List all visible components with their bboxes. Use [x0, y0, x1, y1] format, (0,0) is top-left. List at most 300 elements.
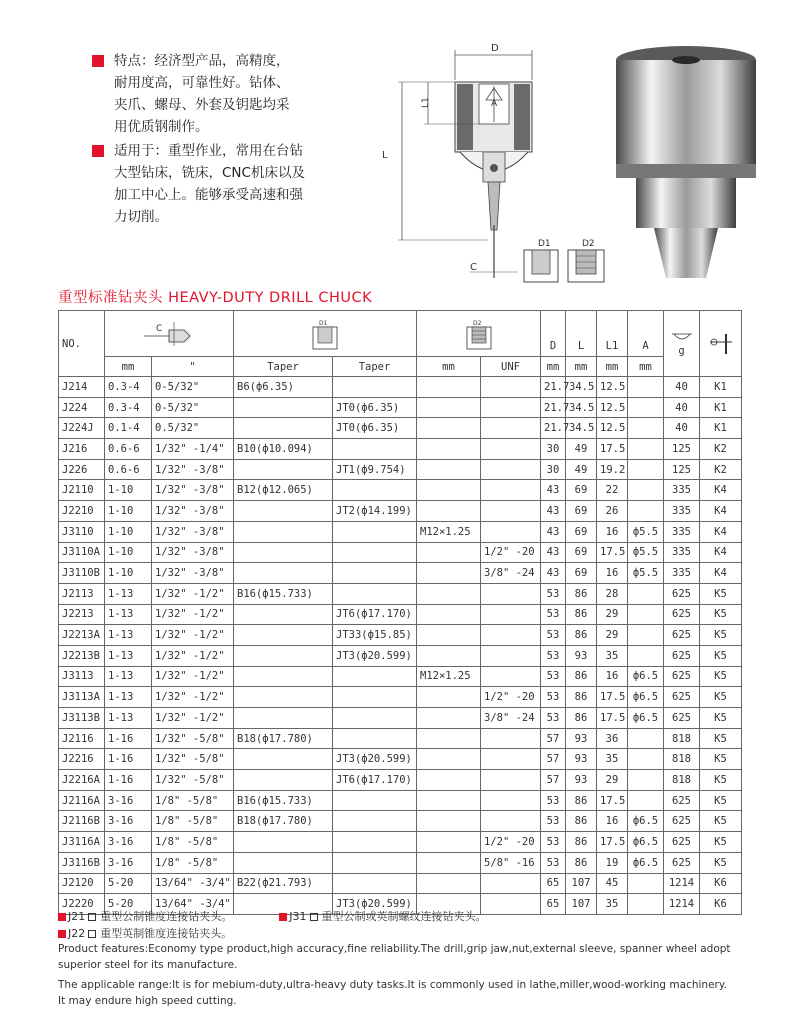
cell-a — [628, 728, 664, 749]
cell-l: 86 — [566, 687, 597, 708]
cell-d2-mm — [417, 708, 481, 729]
cell-a: ф5.5 — [628, 563, 664, 584]
cell-l1: 19.2 — [597, 459, 628, 480]
cell-weight: 335 — [664, 501, 700, 522]
table-row — [59, 728, 742, 749]
cell-key: K2 — [700, 439, 742, 460]
table-row — [59, 770, 742, 791]
cell-d2-mm — [417, 563, 481, 584]
cell-weight: 625 — [664, 666, 700, 687]
cell-d1-taper — [234, 459, 333, 480]
cell-c-mm: 0.6-6 — [105, 439, 152, 460]
header-l: L — [566, 311, 597, 357]
cell-key: K5 — [700, 770, 742, 791]
cell-c-mm: 1-16 — [105, 770, 152, 791]
cell-d1-taper — [234, 501, 333, 522]
cell-d2-unf — [481, 790, 541, 811]
cell-l: 86 — [566, 852, 597, 873]
cell-a — [628, 501, 664, 522]
cell-d1-taper — [234, 397, 333, 418]
cell-c-mm: 1-13 — [105, 687, 152, 708]
feature-line: 用优质钢制作。 — [114, 119, 209, 135]
cell-d1-jt: JT33(ф15.85) — [333, 625, 417, 646]
header-l1: L1 — [597, 311, 628, 357]
cell-d: 53 — [541, 583, 566, 604]
drill-chuck-photo — [606, 42, 766, 280]
cell-a: ф5.5 — [628, 542, 664, 563]
spec-table — [58, 310, 742, 915]
feature-line: 耐用度高，可靠性好。钻体、 — [114, 75, 290, 91]
dim-label-d: D — [491, 43, 499, 54]
table-row — [59, 501, 742, 522]
cell-d: 43 — [541, 501, 566, 522]
cell-l1: 28 — [597, 583, 628, 604]
feature-line: 力切削。 — [114, 209, 168, 225]
cell-d1-taper — [234, 542, 333, 563]
cell-d2-unf — [481, 397, 541, 418]
cell-c-inch: 1/32" -3/8" — [152, 521, 234, 542]
red-square-bullet-icon — [92, 55, 104, 67]
cell-d: 21.7 — [541, 397, 566, 418]
cell-d2-unf — [481, 770, 541, 791]
cell-d: 21.7 — [541, 377, 566, 398]
cell-c-inch: 0-5/32" — [152, 397, 234, 418]
cell-d2-unf — [481, 480, 541, 501]
unit-l1: mm — [597, 357, 628, 377]
cell-l1: 19 — [597, 852, 628, 873]
table-row — [59, 645, 742, 666]
cell-c-mm: 1-13 — [105, 645, 152, 666]
header-key-cell — [700, 311, 742, 377]
feature-line: 加工中心上。能够承受高速和强 — [114, 187, 303, 203]
feature-line: 适用于：重型作业，常用在台钻 — [114, 143, 303, 159]
cell-d: 43 — [541, 542, 566, 563]
cell-weight: 625 — [664, 790, 700, 811]
cell-d1-jt — [333, 832, 417, 853]
table-row — [59, 666, 742, 687]
header-c-icon-cell — [105, 311, 234, 357]
legend-j21: J21 — [68, 910, 86, 923]
cell-l1: 17.5 — [597, 687, 628, 708]
cell-d2-unf — [481, 418, 541, 439]
cell-weight: 335 — [664, 542, 700, 563]
cell-l: 49 — [566, 459, 597, 480]
cell-d1-jt: JT6(ф17.170) — [333, 604, 417, 625]
cell-model: J226 — [59, 459, 105, 480]
cell-key: K1 — [700, 377, 742, 398]
table-row — [59, 852, 742, 873]
header-weight-cell — [664, 311, 700, 377]
cell-a — [628, 377, 664, 398]
cell-c-inch: 1/32" -1/2" — [152, 666, 234, 687]
cell-model: J2216A — [59, 770, 105, 791]
cell-l: 86 — [566, 604, 597, 625]
cell-d2-mm — [417, 604, 481, 625]
cell-d2-unf — [481, 645, 541, 666]
header-d2-unf: UNF — [481, 357, 541, 377]
cell-key: K5 — [700, 852, 742, 873]
dim-label-l: L — [382, 150, 388, 161]
cell-d1-taper — [234, 666, 333, 687]
table-row — [59, 439, 742, 460]
cell-c-mm: 1-16 — [105, 749, 152, 770]
cell-weight: 335 — [664, 480, 700, 501]
cell-c-mm: 3-16 — [105, 852, 152, 873]
cell-d2-unf — [481, 604, 541, 625]
table-row — [59, 790, 742, 811]
cell-c-inch: 1/8" -5/8" — [152, 790, 234, 811]
cell-c-inch: 1/32" -3/8" — [152, 501, 234, 522]
cell-weight: 625 — [664, 832, 700, 853]
cell-d: 43 — [541, 563, 566, 584]
feature-item — [92, 50, 342, 138]
cell-model: J3116B — [59, 852, 105, 873]
cell-d1-jt: JT1(ф9.754) — [333, 459, 417, 480]
cell-d2-unf — [481, 377, 541, 398]
english-line: It may endure high speed cutting. — [58, 995, 237, 1007]
unit-d: mm — [541, 357, 566, 377]
cell-model: J2220 — [59, 894, 105, 915]
legend-line-2 — [58, 925, 232, 941]
cell-key: K5 — [700, 811, 742, 832]
cell-d2-mm — [417, 728, 481, 749]
cell-d2-mm — [417, 687, 481, 708]
cell-l: 34.5 — [566, 397, 597, 418]
white-square-icon — [88, 930, 96, 938]
table-row — [59, 687, 742, 708]
cell-d: 53 — [541, 687, 566, 708]
cell-d: 30 — [541, 459, 566, 480]
cell-model: J3113A — [59, 687, 105, 708]
cell-l: 93 — [566, 770, 597, 791]
cell-model: J2116 — [59, 728, 105, 749]
cell-c-inch: 1/32" -1/2" — [152, 708, 234, 729]
table-row — [59, 521, 742, 542]
white-square-icon — [310, 913, 318, 921]
red-square-icon — [279, 913, 287, 921]
cell-c-inch: 1/32" -1/2" — [152, 604, 234, 625]
cell-d2-mm — [417, 625, 481, 646]
cell-weight: 335 — [664, 563, 700, 584]
cell-key: K5 — [700, 645, 742, 666]
cell-weight: 40 — [664, 397, 700, 418]
cell-d: 65 — [541, 894, 566, 915]
cell-l1: 17.5 — [597, 790, 628, 811]
ico-d1-label: D1 — [319, 319, 328, 327]
spec-table-body — [59, 377, 742, 915]
cell-a: ф6.5 — [628, 666, 664, 687]
cell-d2-mm — [417, 873, 481, 894]
cell-c-mm: 0.3-4 — [105, 377, 152, 398]
cell-key: K1 — [700, 418, 742, 439]
dim-label-a: A — [491, 99, 498, 109]
cell-l1: 17.5 — [597, 542, 628, 563]
feature-line: 特点：经济型产品，高精度， — [114, 53, 290, 69]
cell-l1: 17.5 — [597, 708, 628, 729]
cell-weight: 625 — [664, 811, 700, 832]
cell-l1: 16 — [597, 521, 628, 542]
cell-c-mm: 1-10 — [105, 501, 152, 522]
cell-l1: 16 — [597, 666, 628, 687]
legend-line-1 — [58, 908, 487, 924]
cell-c-inch: 1/32" -1/2" — [152, 625, 234, 646]
cell-l1: 16 — [597, 811, 628, 832]
cell-l1: 45 — [597, 873, 628, 894]
cell-d2-unf: 1/2" -20 — [481, 832, 541, 853]
cell-d: 53 — [541, 811, 566, 832]
cell-d1-jt — [333, 852, 417, 873]
header-g: g — [678, 344, 685, 357]
cell-d2-unf — [481, 521, 541, 542]
cell-d1-taper — [234, 625, 333, 646]
cell-d1-jt: JT6(ф17.170) — [333, 770, 417, 791]
legend-j31: J31 — [289, 910, 307, 923]
cell-d2-unf — [481, 873, 541, 894]
table-row — [59, 480, 742, 501]
cell-a — [628, 439, 664, 460]
table-row — [59, 397, 742, 418]
cell-d1-taper: B22(ф21.793) — [234, 873, 333, 894]
header-no: NO. — [59, 311, 105, 377]
english-line: The applicable range:It is for mebium-duty,ultra-heavy duty tasks.It is commonly used in lathe,miller,wood-working machinery. — [58, 979, 727, 991]
red-square-icon — [58, 930, 66, 938]
cell-c-mm: 1-13 — [105, 604, 152, 625]
cell-key: K5 — [700, 583, 742, 604]
cell-l: 69 — [566, 521, 597, 542]
table-row — [59, 832, 742, 853]
cell-c-mm: 3-16 — [105, 811, 152, 832]
cell-d1-taper: B12(ф12.065) — [234, 480, 333, 501]
cell-c-inch: 1/32" -3/8" — [152, 459, 234, 480]
dim-label-d2: D2 — [582, 239, 595, 249]
header-d2-mm: mm — [417, 357, 481, 377]
cell-weight: 625 — [664, 583, 700, 604]
cell-c-inch: 13/64" -3/4" — [152, 873, 234, 894]
cell-d1-taper: B18(ф17.780) — [234, 811, 333, 832]
cell-a: ф6.5 — [628, 832, 664, 853]
feature-list — [92, 50, 342, 228]
cell-c-mm: 3-16 — [105, 790, 152, 811]
cell-d: 53 — [541, 604, 566, 625]
cell-l: 107 — [566, 873, 597, 894]
cell-l: 86 — [566, 832, 597, 853]
section-title: 重型标准钻夹头 HEAVY-DUTY DRILL CHUCK — [58, 290, 373, 306]
cell-d1-jt — [333, 563, 417, 584]
cell-d2-mm — [417, 790, 481, 811]
english-line: Product features:Economy type product,high accuracy,fine reliability.The drill,grip jaw,nut,external sleeve, spanner wheel adopt — [58, 943, 731, 955]
header-d1-icon-cell — [234, 311, 417, 357]
table-row — [59, 418, 742, 439]
cell-d2-unf — [481, 728, 541, 749]
cell-a — [628, 625, 664, 646]
cell-weight: 625 — [664, 604, 700, 625]
cell-d: 53 — [541, 832, 566, 853]
cell-model: J3110B — [59, 563, 105, 584]
cell-d2-unf — [481, 666, 541, 687]
cell-d1-jt: JT2(ф14.199) — [333, 501, 417, 522]
cell-c-mm: 5-20 — [105, 894, 152, 915]
cell-l: 93 — [566, 749, 597, 770]
red-square-bullet-icon — [92, 145, 104, 157]
cell-d2-unf — [481, 894, 541, 915]
cell-key: K4 — [700, 563, 742, 584]
legend-j21-text: 重型公制锥度连接钻夹头。 — [100, 910, 233, 923]
cell-key: K5 — [700, 728, 742, 749]
cell-d2-mm — [417, 377, 481, 398]
cell-d: 53 — [541, 645, 566, 666]
cell-model: J2213A — [59, 625, 105, 646]
header-c-mm: mm — [105, 357, 152, 377]
cell-key: K5 — [700, 666, 742, 687]
cell-l1: 29 — [597, 770, 628, 791]
table-row — [59, 563, 742, 584]
cell-c-inch: 1/32" -3/8" — [152, 563, 234, 584]
cell-model: J2116B — [59, 811, 105, 832]
header-d1-taper: Taper — [234, 357, 333, 377]
cell-c-inch: 1/32" -5/8" — [152, 770, 234, 791]
cell-d1-taper: B6(ф6.35) — [234, 377, 333, 398]
cell-c-mm: 0.3-4 — [105, 397, 152, 418]
cell-d1-jt — [333, 542, 417, 563]
cell-d: 53 — [541, 625, 566, 646]
table-header-row — [59, 311, 742, 357]
cell-d1-taper — [234, 418, 333, 439]
cell-d2-mm — [417, 645, 481, 666]
cell-d1-jt — [333, 811, 417, 832]
cell-l: 86 — [566, 708, 597, 729]
cell-l1: 35 — [597, 645, 628, 666]
cell-a: ф6.5 — [628, 852, 664, 873]
cell-d1-jt — [333, 873, 417, 894]
cell-d2-unf — [481, 583, 541, 604]
cell-d1-taper — [234, 770, 333, 791]
cell-c-inch: 1/32" -3/8" — [152, 480, 234, 501]
cell-c-mm: 1-10 — [105, 542, 152, 563]
cell-key: K5 — [700, 687, 742, 708]
cell-a — [628, 418, 664, 439]
header-area — [0, 0, 800, 280]
cell-c-mm: 1-13 — [105, 666, 152, 687]
cell-d: 53 — [541, 790, 566, 811]
cell-d1-taper — [234, 832, 333, 853]
legend-j22: J22 — [68, 927, 86, 940]
table-row — [59, 625, 742, 646]
cell-l1: 35 — [597, 894, 628, 915]
cell-d2-unf — [481, 459, 541, 480]
cell-weight: 40 — [664, 418, 700, 439]
cell-l: 69 — [566, 501, 597, 522]
unit-l: mm — [566, 357, 597, 377]
cell-d1-taper: B16(ф15.733) — [234, 583, 333, 604]
cell-c-mm: 3-16 — [105, 832, 152, 853]
cell-model: J2120 — [59, 873, 105, 894]
thread-socket-icon — [459, 317, 499, 351]
cell-key: K5 — [700, 832, 742, 853]
feature-item — [92, 140, 342, 228]
cell-d2-mm — [417, 397, 481, 418]
header-c-inch: " — [152, 357, 234, 377]
cell-d1-taper: B18(ф17.780) — [234, 728, 333, 749]
cell-a — [628, 894, 664, 915]
cell-weight: 1214 — [664, 873, 700, 894]
cell-c-mm: 1-13 — [105, 583, 152, 604]
cell-l: 86 — [566, 583, 597, 604]
cell-l: 93 — [566, 728, 597, 749]
table-row — [59, 583, 742, 604]
cell-c-mm: 1-10 — [105, 563, 152, 584]
cell-l: 34.5 — [566, 377, 597, 398]
cell-c-mm: 0.1-4 — [105, 418, 152, 439]
cell-model: J2110 — [59, 480, 105, 501]
cell-model: J2216 — [59, 749, 105, 770]
ico-c-label: C — [156, 323, 163, 334]
cell-l1: 29 — [597, 604, 628, 625]
cell-d1-jt: JT3(ф20.599) — [333, 749, 417, 770]
cell-d2-unf — [481, 501, 541, 522]
cell-key: K4 — [700, 521, 742, 542]
cell-key: K4 — [700, 501, 742, 522]
cell-weight: 818 — [664, 749, 700, 770]
cell-d2-unf: 1/2" -20 — [481, 542, 541, 563]
cell-d2-mm: M12×1.25 — [417, 666, 481, 687]
cell-model: J2213 — [59, 604, 105, 625]
cell-l: 49 — [566, 439, 597, 460]
cell-key: K4 — [700, 542, 742, 563]
cell-key: K5 — [700, 749, 742, 770]
cell-l: 86 — [566, 811, 597, 832]
cell-c-inch: 1/8" -5/8" — [152, 811, 234, 832]
cell-model: J3116A — [59, 832, 105, 853]
table-row — [59, 811, 742, 832]
cell-d: 57 — [541, 770, 566, 791]
header-d2-icon-cell — [417, 311, 541, 357]
cell-d2-mm — [417, 439, 481, 460]
cell-c-inch: 1/8" -5/8" — [152, 832, 234, 853]
cell-a: ф6.5 — [628, 687, 664, 708]
cell-d2-mm — [417, 501, 481, 522]
cell-l1: 26 — [597, 501, 628, 522]
cell-d1-jt — [333, 521, 417, 542]
cell-c-inch: 1/8" -5/8" — [152, 852, 234, 873]
table-row — [59, 604, 742, 625]
cell-model: J214 — [59, 377, 105, 398]
cell-a — [628, 459, 664, 480]
white-square-icon — [88, 913, 96, 921]
cell-d2-mm — [417, 480, 481, 501]
cell-l: 93 — [566, 645, 597, 666]
cell-a — [628, 790, 664, 811]
cell-d: 53 — [541, 666, 566, 687]
cell-c-inch: 1/32" -1/4" — [152, 439, 234, 460]
cell-a — [628, 873, 664, 894]
cell-d1-jt — [333, 377, 417, 398]
cell-model: J3113 — [59, 666, 105, 687]
feature-line: 夹爪、螺母、外套及钥匙均采 — [114, 97, 290, 113]
cell-l: 86 — [566, 666, 597, 687]
cell-weight: 125 — [664, 459, 700, 480]
legend-j22-text: 重型英制锥度连接钻夹头。 — [100, 927, 233, 940]
cell-d2-mm — [417, 770, 481, 791]
cell-c-inch: 1/32" -5/8" — [152, 749, 234, 770]
weight-scale-icon — [670, 331, 694, 345]
cell-a: ф6.5 — [628, 811, 664, 832]
table-row — [59, 459, 742, 480]
cell-c-inch: 1/32" -5/8" — [152, 728, 234, 749]
cell-a — [628, 749, 664, 770]
cell-d2-unf — [481, 749, 541, 770]
cell-model: J3113B — [59, 708, 105, 729]
cell-model: J2116A — [59, 790, 105, 811]
